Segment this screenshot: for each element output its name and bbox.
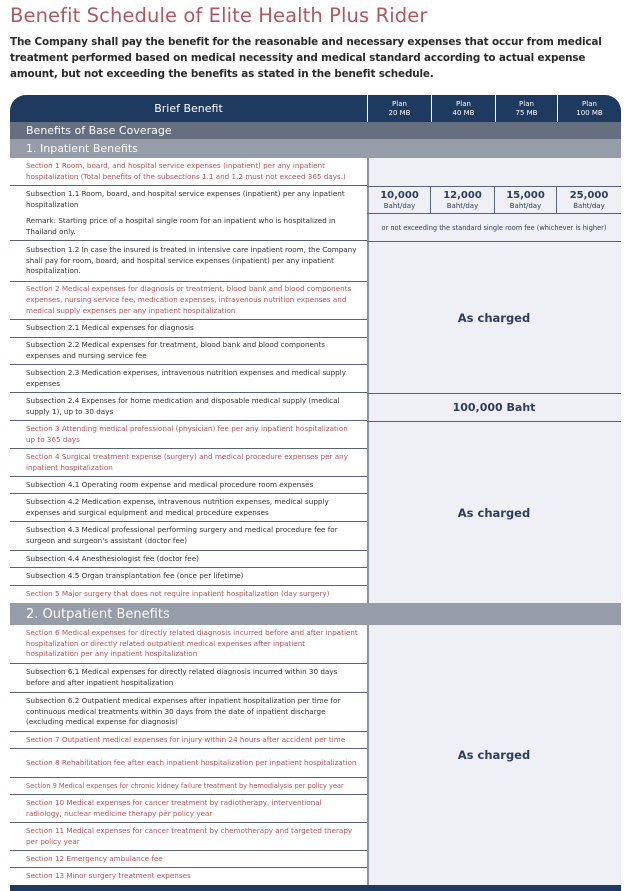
outpatient-row: Section 9 Medical expenses for chronic kidney failure treatment by hemodialysis per policy year: [10, 778, 367, 795]
outpatient-row: Section 11 Medical expenses for cancer treatment by chemotherapy and targeted therapy per policy year: [10, 823, 367, 851]
rate-amount: 25,000: [569, 189, 609, 201]
plan-label: Plan: [519, 99, 534, 108]
rate-unit: Baht/day: [573, 201, 605, 210]
rate-unit: Baht/day: [383, 201, 416, 210]
outpatient-row: Section 7 Outpatient medical expenses for injury within 24 hours after accident per time: [10, 732, 367, 749]
inpatient-row: Subsection 1.1 Room, board, and hospital service expenses (inpatient) per any inpatient hospitalization: [10, 186, 367, 213]
outpatient-section-band: 2. Outpatient Benefits: [10, 603, 621, 625]
header-brief-benefit: Brief Benefit: [154, 102, 223, 115]
inpatient-row: Section 2 Medical expenses for diagnosis or treatment, blood bank and blood components expenses, nursing service fee, medication expenses, intravenous nutrition expenses and medical supply expenses per any inpatient hospitalization: [10, 282, 367, 320]
outpatient-row: Section 8 Rehabilitation fee after each inpatient hospitalization per inpatient hospitalization: [10, 749, 367, 778]
room-rate-plan-100mb: [557, 187, 621, 213]
plan-amount: 100 MB: [576, 108, 603, 117]
inpatient-row: Section 4 Surgical treatment expense (surgery) and medical procedure expenses per any inpatient hospitalization: [10, 449, 367, 477]
header-plan-40mb: [431, 95, 495, 122]
room-rate-plan-75mb: [495, 187, 557, 213]
inpatient-row: Subsection 4.4 Anesthesiologist fee (doctor fee): [10, 551, 367, 568]
as-charged-value: As charged: [457, 748, 531, 762]
outpatient-row: Section 12 Emergency ambulance fee: [10, 851, 367, 868]
plan-label: Plan: [582, 99, 597, 108]
header-plan-100mb: [557, 95, 621, 122]
table-header: [10, 95, 621, 122]
home-medication-limit-value: 100,000 Baht: [452, 401, 536, 414]
plan-amount: 75 MB: [515, 108, 538, 117]
inpatient-row: Subsection 2.1 Medical expenses for diagnosis: [10, 320, 367, 338]
outpatient-row: Section 10 Medical expenses for cancer treatment by radiotherapy, interventional radiology, nuclear medicine therapy per policy year: [10, 795, 367, 823]
base-coverage-band: Benefits of Base Coverage: [10, 122, 621, 139]
header-plan-75mb: [495, 95, 557, 122]
inpatient-row: Subsection 4.5 Organ transplantation fee (once per lifetime): [10, 568, 367, 586]
inpatient-row: Subsection 2.3 Medication expenses, intravenous nutrition expenses and medical supply expenses: [10, 365, 367, 393]
rate-amount: 15,000: [506, 189, 545, 201]
rate-unit: Baht/day: [509, 201, 542, 210]
inpatient-row: Remark: Starting price of a hospital single room for an inpatient who is hospitalized in Thailand only.: [10, 213, 367, 241]
room-rate-plan-20mb: [369, 187, 431, 213]
outpatient-row: Subsection 6.1 Medical expenses for directly related diagnosis incurred within 30 days before and after inpatient hospitalization: [10, 664, 367, 693]
header-plan-20mb: [367, 95, 431, 122]
plan-label: Plan: [392, 99, 407, 108]
inpatient-row: Section 5 Major surgery that does not require inpatient hospitalization (day surgery): [10, 586, 367, 603]
plan-label: Plan: [456, 99, 471, 108]
outpatient-row: Section 6 Medical expenses for directly related diagnosis incurred before and after inpatient hospitalization or directly related outpatient medical expenses after inpatient hospitalization per any inpatient hospitalization: [10, 625, 367, 664]
plan-amount: 20 MB: [388, 108, 411, 117]
inpatient-row: Subsection 4.1 Operating room expense and medical procedure room expenses: [10, 477, 367, 494]
inpatient-row: Subsection 1.2 In case the insured is treated in intensive care inpatient room, the Company shall pay for room, board, and hospital service expenses (inpatient) per any inpatient hospitalization.: [10, 241, 367, 282]
rate-amount: 10,000: [380, 189, 419, 201]
table-footer-bar: [10, 885, 621, 891]
as-charged-value: As charged: [457, 505, 531, 520]
as-charged-value: As charged: [457, 310, 531, 325]
benefit-table: [10, 95, 621, 891]
rate-amount: 12,000: [443, 189, 482, 201]
inpatient-row: Section 3 Attending medical professional (physician) fee per any inpatient hospitalization up to 365 days: [10, 421, 367, 449]
page-title: Benefit Schedule of Elite Health Plus Rider: [10, 4, 428, 27]
inpatient-row: Section 1 Room, board, and hospital service expenses (inpatient) per any inpatient hospitalization (Total benefits of the subsections 1.1 and 1.2 must not exceed 365 days.): [10, 158, 367, 186]
inpatient-row: Subsection 4.2 Medication expense, intravenous nutrition expenses, medical supply expenses and surgical equipment and medical procedure expenses: [10, 494, 367, 522]
inpatient-row: Subsection 2.2 Medical expenses for treatment, blood bank and blood components expenses and nursing service fee: [10, 338, 367, 365]
outpatient-row: Subsection 6.2 Outpatient medical expenses after inpatient hospitalization per time for continuous medical treatments within 30 days from the date of inpatient discharge (excluding medical expense for diagnosis): [10, 693, 367, 732]
outpatient-row: Section 13 Minor surgery treatment expenses: [10, 868, 367, 885]
plan-amount: 40 MB: [452, 108, 475, 117]
room-rate-plan-40mb: [431, 187, 495, 213]
room-remark-value: or not exceeding the standard single room fee (whichever is higher): [381, 223, 607, 232]
inpatient-row: Subsection 4.3 Medical professional performing surgery and medical procedure fee for surgeon and surgeon's assistant (doctor fee): [10, 522, 367, 551]
intro-paragraph: The Company shall pay the benefit for the reasonable and necessary expenses that occur from medical treatment performed based on medical necessity and medical standard according to actual expense amount, but not exceeding the benefits as stated in the benefit schedule.: [10, 36, 602, 80]
inpatient-row: Subsection 2.4 Expenses for home medication and disposable medical supply (medical supply 1), up to 30 days: [10, 393, 367, 421]
inpatient-section-band: 1. Inpatient Benefits: [10, 139, 621, 158]
rate-unit: Baht/day: [446, 201, 479, 210]
